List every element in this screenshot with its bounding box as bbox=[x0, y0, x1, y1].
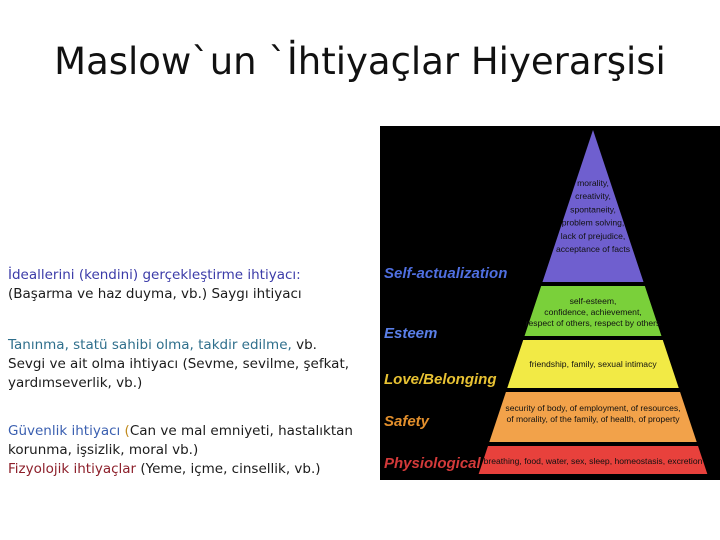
level-label-safety: Safety bbox=[384, 413, 430, 430]
physiological-text: (Yeme, içme, cinsellik, vb.) bbox=[136, 461, 321, 477]
physiological-label: Fizyolojik ihtiyaçlar bbox=[8, 461, 137, 477]
esteem-text: Tanınma, statü sahibi olma, takdir edilme, bbox=[8, 337, 292, 353]
tier-description-line: self-esteem, bbox=[569, 296, 617, 306]
tier-description-line: morality, bbox=[577, 178, 609, 188]
tier-description-line: creativity, bbox=[575, 191, 611, 202]
level-label-self-actualization: Self-actualization bbox=[384, 265, 508, 282]
safety-text: Can ve mal emniyeti, hastalıktan korunma, işsizlik, moral vb.) bbox=[8, 423, 353, 458]
tier-description-line: lack of prejudice, bbox=[560, 230, 626, 241]
tier-description-line: problem solving, bbox=[561, 217, 625, 228]
tier-description-line: breathing, food, water, sex, sleep, homeostasis, excretion bbox=[483, 456, 703, 466]
tier-description-line: confidence, achievement, bbox=[544, 307, 642, 317]
safety-label: Güvenlik ihtiyacı bbox=[8, 423, 121, 439]
text-esteem-love bbox=[8, 336, 380, 393]
text-safety-physiological bbox=[8, 422, 380, 479]
tier-description-line: spontaneity, bbox=[570, 204, 616, 215]
level-label-love-belonging: Love/Belonging bbox=[384, 371, 497, 388]
self-actualization-label: İdeallerini (kendini) gerçekleştirme ihtiyacı: bbox=[8, 267, 301, 283]
tier-description-line: acceptance of facts bbox=[555, 244, 631, 254]
level-label-esteem: Esteem bbox=[384, 325, 438, 342]
pyramid-svg bbox=[380, 126, 720, 480]
love-belonging-text: Sevgi ve ait olma ihtiyacı (Sevme, sevilme, şefkat, yardımseverlik, vb.) bbox=[8, 356, 350, 391]
tier-description-line: of morality, of the family, of health, of property bbox=[506, 414, 680, 424]
esteem-intro-text: (Başarma ve haz duyma, vb.) Saygı ihtiyacı bbox=[8, 286, 302, 302]
text-self-actualization bbox=[8, 266, 380, 304]
tier-description-line: respect of others, respect by others bbox=[525, 318, 661, 328]
level-label-physiological: Physiological bbox=[384, 455, 481, 472]
safety-paren: ( bbox=[120, 423, 130, 439]
tier-description-line: friendship, family, sexual intimacy bbox=[529, 359, 657, 369]
esteem-etc-text: vb. bbox=[291, 337, 317, 353]
page-title: Maslow`un `İhtiyaçlar Hiyerarşisi bbox=[54, 40, 666, 83]
tier-description-line: security of body, of employment, of resources, bbox=[505, 403, 681, 413]
maslow-pyramid-figure bbox=[380, 126, 720, 480]
